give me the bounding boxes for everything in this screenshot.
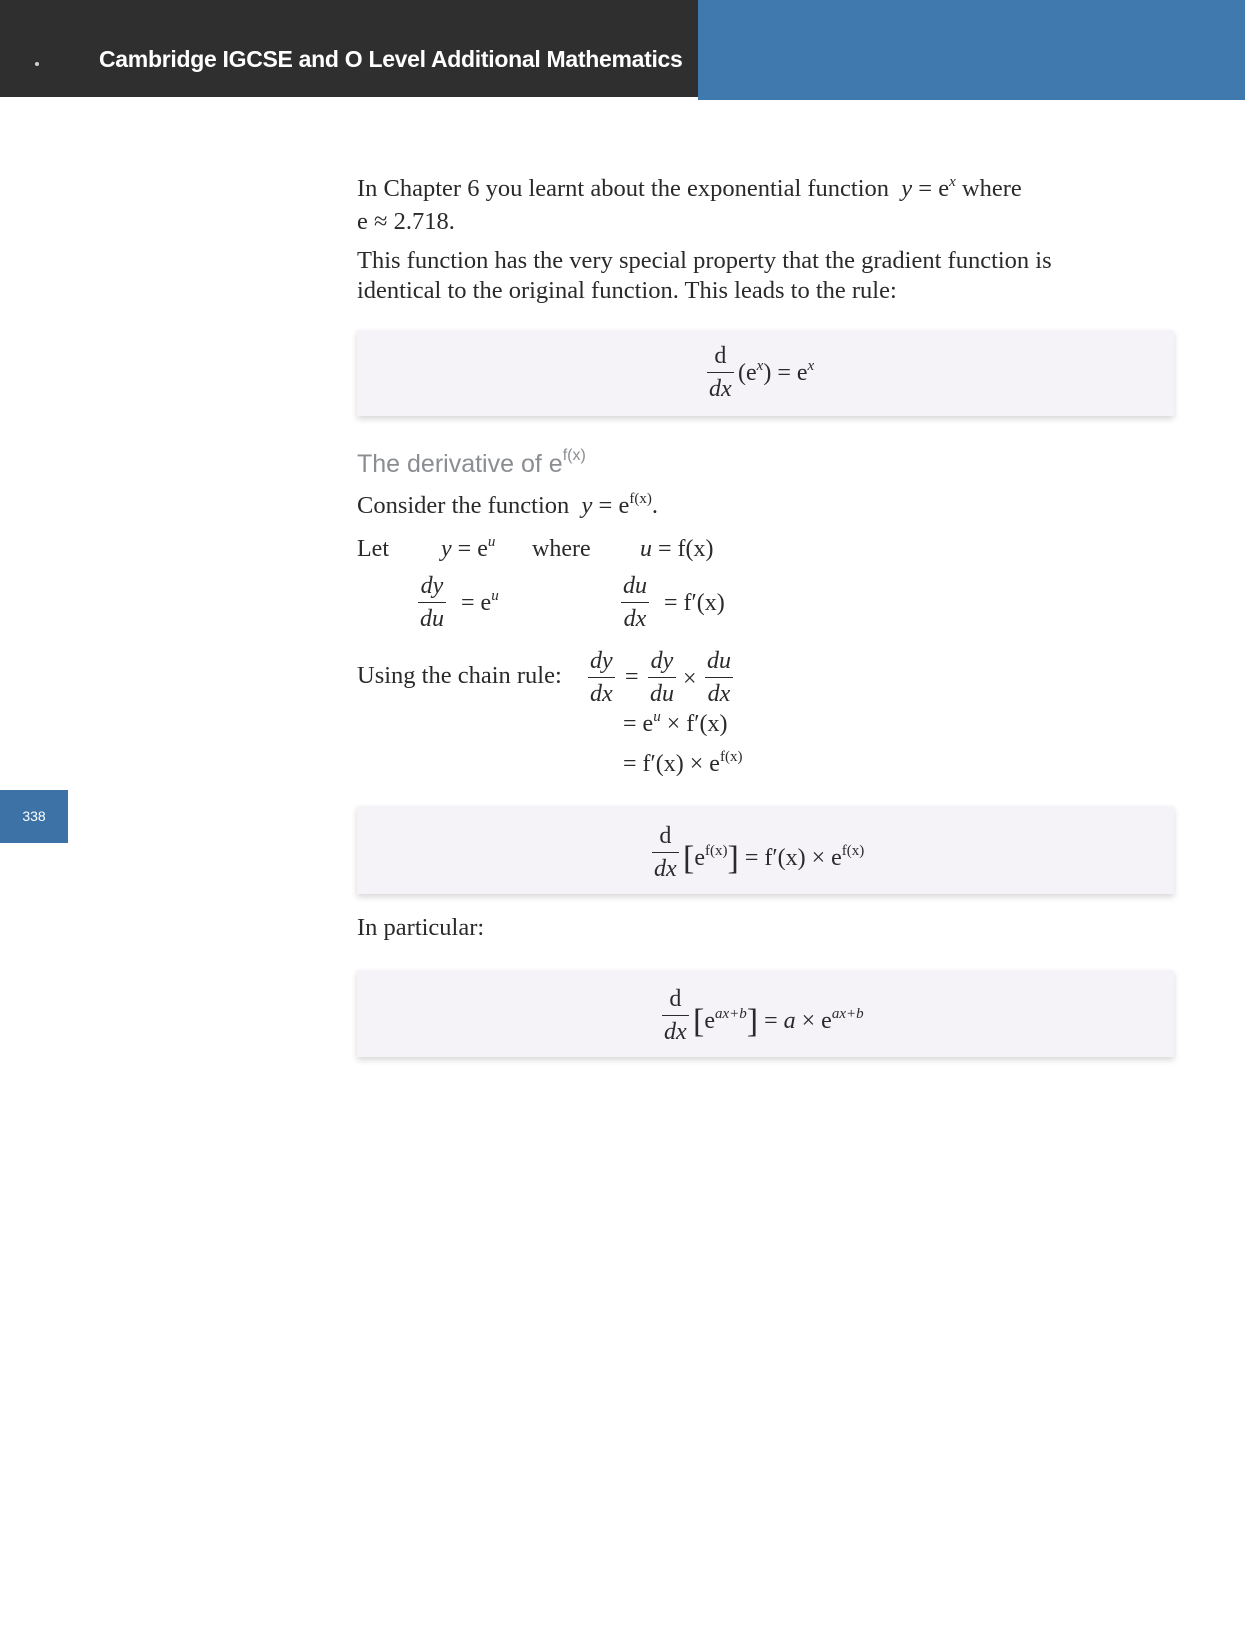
rule3-d: d [669, 986, 682, 1012]
consider-sup: f(x) [629, 491, 652, 507]
consider-text: Consider the function [357, 492, 570, 519]
rule3-sup: ax+b [714, 1006, 747, 1022]
header-accent [698, 0, 1245, 100]
intro-where: where [955, 175, 1022, 202]
consider-line [357, 491, 658, 519]
line2-eq: = e [623, 711, 654, 737]
let-sup-u: u [487, 534, 496, 550]
section-heading [357, 447, 586, 479]
intro-eq-y: y [901, 175, 913, 202]
line2-rest: × f′(x) [660, 711, 728, 737]
intro-line2: e ≈ 2.718. [357, 208, 455, 235]
rule2-rhs: = f′(x) × e [738, 845, 842, 871]
in-particular: In particular: [357, 914, 485, 941]
intro-paragraph-1 [357, 174, 1117, 237]
du-dx-fraction [621, 574, 649, 631]
line3-eq: = f′(x) × e [623, 751, 720, 777]
let-y: y [441, 536, 452, 562]
rule2-base: e [694, 845, 705, 871]
let-eq-eu: = e [451, 536, 488, 562]
derivation-line-3 [623, 749, 743, 777]
rule1-eq: = e [771, 360, 808, 386]
section-heading-base: e [548, 450, 563, 478]
rule2-open-bracket: [ [683, 840, 695, 877]
rule2-d: d [659, 823, 672, 849]
rule2-sup: f(x) [704, 843, 728, 859]
let-y-expression [441, 534, 496, 562]
rule2-close-bracket: ] [727, 840, 739, 877]
chain-times: × [683, 666, 697, 692]
let-label: Let [357, 536, 389, 562]
chain-eq: = [625, 664, 639, 690]
rule3-derivative-operator [662, 987, 689, 1044]
rule1-lhs: (e [738, 360, 757, 386]
rule3-open-bracket: [ [693, 1003, 705, 1040]
fraction-bar [707, 372, 734, 373]
section-heading-text: The derivative of [357, 450, 542, 478]
fraction-bar [621, 602, 649, 603]
du: du [623, 573, 647, 599]
du: du [650, 681, 674, 707]
rule3-dx: dx [664, 1019, 687, 1045]
chain-rule-label: Using the chain rule: [357, 662, 562, 689]
dy: dy [420, 573, 444, 599]
where-label: where [532, 536, 591, 562]
fraction-bar [705, 677, 733, 678]
dx: dx [590, 681, 613, 707]
consider-y: y [581, 492, 593, 519]
dy-du-result [461, 588, 499, 616]
intro-paragraph-2: This function has the very special property that the gradient function is identical to the original function. This leads to the rule: [357, 247, 1052, 304]
fraction-bar [648, 677, 676, 678]
section-heading-sup: f(x) [562, 447, 586, 464]
dy: dy [590, 648, 613, 674]
rule1-lhs-close: ) [763, 360, 772, 386]
rule2-expression [683, 838, 865, 877]
dx: dx [707, 681, 731, 707]
intro-eq-mid: = e [912, 175, 950, 202]
book-title: Cambridge IGCSE and O Level Additional Mathematics [99, 46, 683, 72]
let-u-expression [640, 537, 714, 561]
fraction-bar [588, 677, 615, 678]
du-dx-result: = f′(x) [664, 590, 725, 616]
dy: dy [650, 648, 674, 674]
eq-eu: = e [461, 590, 492, 616]
du: du [707, 648, 731, 674]
rule1-dx: dx [709, 376, 732, 402]
rule2-derivative-operator [652, 824, 679, 881]
rule1-rhs-sup: x [807, 358, 815, 374]
du: du [420, 606, 444, 632]
rule3-rhs-times: × e [795, 1008, 832, 1034]
rule3-close-bracket: ] [746, 1003, 759, 1040]
eq-eu-sup: u [491, 588, 499, 604]
intro-text: In Chapter 6 you learnt about the exponential function [357, 175, 890, 202]
rule3-rhs-a: a [783, 1008, 796, 1034]
dy-dx-fraction [588, 649, 615, 706]
rule3-rhs-sup: ax+b [831, 1006, 864, 1022]
fraction-bar [652, 852, 679, 853]
consider-end: . [651, 492, 658, 519]
page-number: 338 [22, 808, 46, 824]
intro-eq-sup: x [949, 174, 956, 190]
rule3-expression [693, 1001, 864, 1040]
rule1-derivative-operator [707, 344, 734, 401]
rule1-d: d [714, 343, 727, 369]
let-u: u [640, 536, 652, 562]
rule2-dx: dx [654, 856, 677, 882]
rule3-rhs-eq: = [758, 1008, 784, 1034]
dy-du-fraction [418, 574, 446, 631]
consider-eq: = e [592, 492, 630, 519]
rule1-expression [738, 358, 815, 386]
rule2-rhs-sup: f(x) [841, 843, 865, 859]
rule3-base: e [704, 1008, 715, 1034]
line2-sup: u [653, 709, 661, 725]
derivation-line-2 [623, 709, 728, 737]
fraction-bar [418, 602, 446, 603]
header-dot [35, 62, 39, 66]
dx: dx [623, 606, 647, 632]
du-dx-fraction-2 [705, 649, 733, 706]
rule1-lhs-sup: x [756, 358, 764, 374]
fraction-bar [662, 1015, 689, 1016]
dy-du-fraction-2 [648, 649, 676, 706]
let-eq-fx: = f(x) [652, 536, 714, 562]
line3-sup: f(x) [719, 749, 743, 765]
